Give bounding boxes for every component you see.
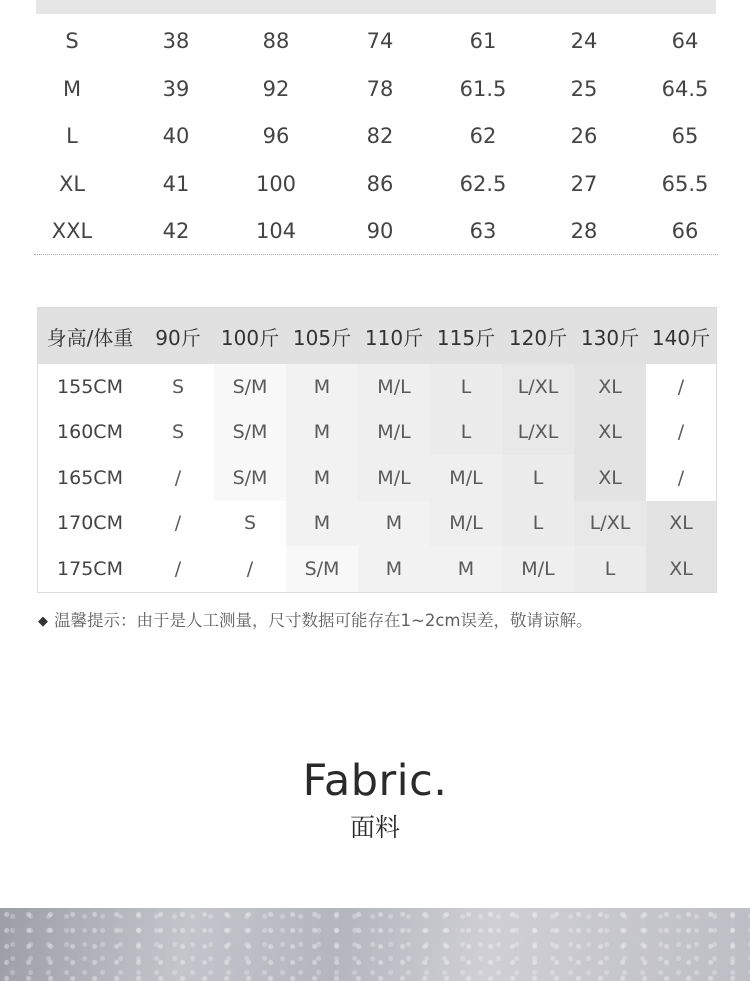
size-cell: L/XL <box>502 364 574 410</box>
table-cell: 63 <box>469 219 497 244</box>
size-cell: S <box>142 410 214 456</box>
column-header: 90斤 <box>155 325 201 350</box>
table-cell: 64 <box>671 29 699 53</box>
size-cell: M/L <box>358 410 430 456</box>
table-cell: 61.5 <box>459 76 507 101</box>
table-cell: 100 <box>255 171 297 196</box>
size-cell: M <box>286 410 358 456</box>
size-cell: / <box>214 546 286 592</box>
size-cell: S/M <box>286 546 358 592</box>
size-cell: L/XL <box>502 410 574 456</box>
table-cell: 90 <box>366 219 394 244</box>
size-measurement-table <box>36 18 716 256</box>
size-cell: M <box>430 546 502 592</box>
table-cell: 65 <box>671 124 699 149</box>
size-cell: S <box>142 364 214 410</box>
fabric-texture-photo <box>0 908 750 981</box>
size-cell: / <box>646 410 716 456</box>
section-title-en: Fabric. <box>302 756 448 806</box>
size-table-header-bar <box>36 0 716 14</box>
size-cell: XL <box>574 410 646 456</box>
table-cell: 66 <box>671 219 699 244</box>
section-title-cn: 面料 <box>349 813 400 842</box>
table-row <box>36 18 716 66</box>
column-header: 115斤 <box>436 325 496 350</box>
size-cell: S/M <box>214 455 286 501</box>
table-cell: 28 <box>570 219 598 244</box>
size-label: S <box>65 29 79 53</box>
size-cell: XL <box>574 364 646 410</box>
measurement-tip <box>38 607 592 631</box>
size-cell: M <box>358 546 430 592</box>
table-row <box>38 410 716 456</box>
size-cell: / <box>142 546 214 592</box>
table-row <box>36 161 716 209</box>
height-label: 165CM <box>57 466 123 489</box>
table-cell: 78 <box>366 76 394 101</box>
table-cell: 38 <box>162 29 190 53</box>
table-cell: 96 <box>262 124 290 149</box>
table-cell: 62.5 <box>459 171 507 196</box>
size-cell: XL <box>646 546 716 592</box>
size-cell: L <box>502 501 574 547</box>
column-header: 130斤 <box>580 325 640 350</box>
size-cell: S <box>214 501 286 547</box>
table-row <box>36 113 716 161</box>
table-cell: 64.5 <box>661 76 709 101</box>
size-cell: M <box>286 364 358 410</box>
column-header: 140斤 <box>651 325 711 350</box>
table-row <box>38 455 716 501</box>
size-cell: M <box>358 501 430 547</box>
height-label: 170CM <box>57 512 123 535</box>
table-cell: 88 <box>262 29 290 53</box>
column-header: 身高/体重 <box>46 325 134 350</box>
size-cell: L <box>574 546 646 592</box>
size-label: M <box>62 76 82 101</box>
table-cell: 24 <box>570 29 598 53</box>
column-header: 110斤 <box>364 325 424 350</box>
height-label: 160CM <box>57 421 123 444</box>
size-label: XXL <box>51 219 93 244</box>
size-cell: M/L <box>430 501 502 547</box>
table-cell: 62 <box>469 124 497 149</box>
table-cell: 39 <box>162 76 190 101</box>
diamond-bullet-icon: ◆ <box>38 614 48 629</box>
size-label: L <box>66 124 78 149</box>
table-cell: 86 <box>366 171 394 196</box>
column-header: 120斤 <box>508 325 568 350</box>
size-cell: M/L <box>430 455 502 501</box>
size-cell: M/L <box>358 455 430 501</box>
table-cell: 41 <box>162 171 190 196</box>
table-cell: 40 <box>162 124 190 149</box>
size-cell: / <box>142 501 214 547</box>
height-label: 155CM <box>57 375 123 398</box>
size-cell: L/XL <box>574 501 646 547</box>
size-cell: L <box>502 455 574 501</box>
height-label: 175CM <box>57 557 123 580</box>
table-row <box>38 546 716 592</box>
table-cell: 104 <box>255 219 297 244</box>
table-cell: 92 <box>262 76 290 101</box>
table-cell: 25 <box>570 76 598 101</box>
size-cell: L <box>430 364 502 410</box>
table-cell: 27 <box>570 171 598 196</box>
size-cell: XL <box>646 501 716 547</box>
table-header-row <box>38 308 716 364</box>
table-cell: 26 <box>570 124 598 149</box>
size-cell: / <box>646 364 716 410</box>
table-cell: 61 <box>469 29 497 53</box>
tip-text: 温馨提示：由于是人工测量，尺寸数据可能存在1~2cm误差，敬请谅解。 <box>54 611 593 630</box>
size-cell: M <box>286 501 358 547</box>
dotted-divider <box>34 254 718 255</box>
table-row <box>38 364 716 410</box>
size-cell: XL <box>574 455 646 501</box>
size-cell: / <box>646 455 716 501</box>
height-weight-size-table <box>37 307 717 593</box>
table-cell: 65.5 <box>661 171 709 196</box>
table-row <box>36 66 716 114</box>
table-row <box>38 501 716 547</box>
size-cell: S/M <box>214 364 286 410</box>
size-cell: S/M <box>214 410 286 456</box>
size-cell: M/L <box>502 546 574 592</box>
size-cell: M <box>286 455 358 501</box>
size-cell: L <box>430 410 502 456</box>
table-cell: 82 <box>366 124 394 149</box>
table-cell: 74 <box>366 29 394 53</box>
size-cell: / <box>142 455 214 501</box>
column-header: 105斤 <box>292 325 352 350</box>
column-header: 100斤 <box>220 325 280 350</box>
size-cell: M/L <box>358 364 430 410</box>
table-cell: 42 <box>162 219 190 244</box>
size-label: XL <box>58 171 86 196</box>
table-row <box>36 208 716 256</box>
